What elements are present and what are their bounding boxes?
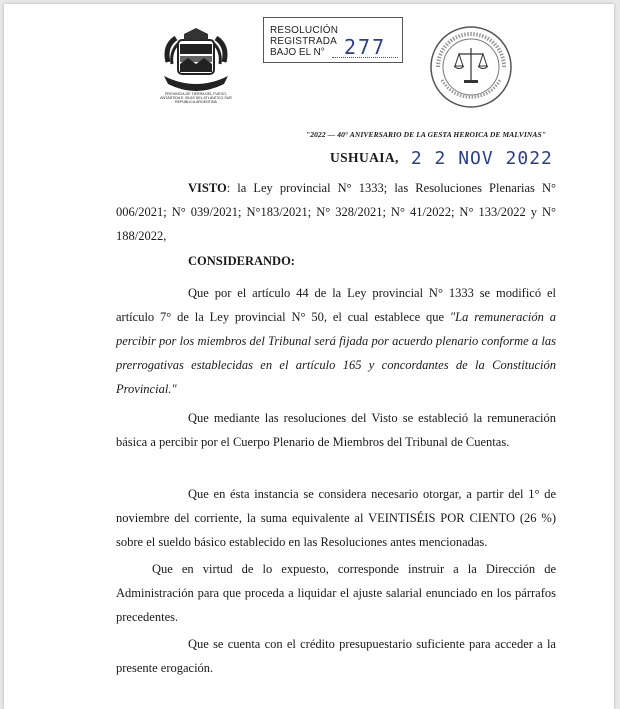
tribunal-de-cuentas-seal-icon [428, 24, 514, 110]
stamp-number: 277 [344, 35, 387, 59]
paragraph-1-intro: Que por el artículo 44 de la Ley provincial N° 1333 se modificó el artículo 7° de la Ley provincial N° 50, el cual establece que [116, 286, 556, 324]
stamp-underline [332, 57, 398, 58]
visto-label: VISTO [188, 181, 227, 195]
considerando-paragraph-5: Que se cuenta con el crédito presupuestario suficiente para acceder a la presente erogación. [116, 637, 556, 675]
dateline [330, 148, 553, 172]
stamp-title: RESOLUCIÓN REGISTRADA [270, 25, 339, 47]
visto-text: : la Ley provincial N° 1333; las Resoluciones Plenarias N° 006/2021; N° 039/2021; N°183/2021; N° 328/2021; N° 41/2022; N° 133/2022 y N° 188/2022, [116, 181, 556, 243]
registration-stamp [263, 17, 403, 63]
visto-paragraph [116, 176, 556, 248]
considerando-heading: CONSIDERANDO: [188, 254, 295, 268]
paragraph-1-quote: "La remuneración a percibir por los miembros del Tribunal será fijada por acuerdo plenario conforme a las prerrogativas establecidas en el artículo 165 y concordantes de la Constitución Provincial." [116, 310, 556, 396]
caption-line: PROVINCIA DE TIERRA DEL FUEGO, [164, 92, 228, 96]
year-motto: "2022 — 40° ANIVERSARIO DE LA GESTA HEROICA DE MALVINAS" [306, 130, 546, 139]
considerando-paragraph-4: Que en virtud de lo expuesto, corresponde instruir a la Dirección de Administración para que proceda a liquidar el ajuste salarial enunciado en los párrafos precedentes. [116, 562, 556, 624]
considerando-paragraph-1 [116, 281, 556, 401]
city-name: USHUAIA, [330, 150, 399, 165]
coat-of-arms-caption [154, 92, 238, 105]
document-page [4, 4, 614, 709]
considerando-paragraph-3: Que en ésta instancia se considera necesario otorgar, a partir del 1° de noviembre del corriente, la suma equivalente al VEINTISÉIS POR CIENTO (26 %) sobre el sueldo básico establecido en las Resoluciones antes mencionadas. [116, 487, 556, 549]
date-stamp: 2 2 NOV 2022 [410, 148, 553, 169]
caption-line: ANTÁRTIDA E ISLAS DEL ATLÁNTICO SUR [160, 96, 232, 101]
considerando-paragraph-2: Que mediante las resoluciones del Visto se estableció la remuneración básica a percibir por el Cuerpo Plenario de Miembros del Tribunal de Cuentas. [116, 411, 556, 449]
caption-line: REPÚBLICA ARGENTINA [175, 100, 217, 105]
stamp-label: BAJO EL N° [270, 47, 325, 58]
